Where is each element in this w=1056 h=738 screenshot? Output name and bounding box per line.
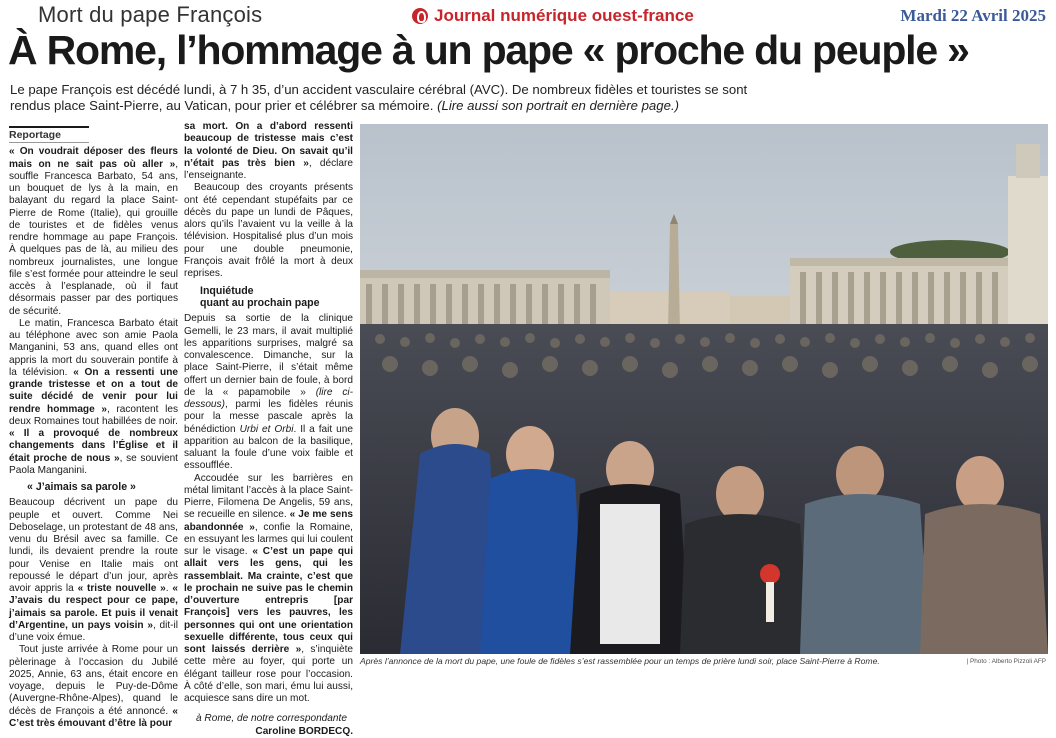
quote: « C’est très émouvant d’être là pour [9, 705, 178, 729]
rubric-label: Reportage [9, 126, 89, 143]
news-photo [360, 124, 1048, 654]
crowd-photo-illustration [360, 124, 1048, 654]
lead-text: Le pape François est décédé lundi, à 7 h 35, d’un accident vasculaire cérébral (AVC). De nombreux fidèles et touristes se sont rendus place Saint-Pierre, au Vatican, pour prier et célébrer sa mémoire. [10, 82, 748, 113]
article-lead [10, 82, 770, 114]
quote: « Il a provoqué de nombreux changements dans l’Église et il était proche de nous » [9, 428, 178, 464]
paragraph-text: , racontent les deux Romaines tout habillées de noir. [9, 403, 178, 427]
lead-aside: (Lire aussi son portrait en dernière page.) [437, 98, 679, 113]
publication-brand [412, 6, 694, 26]
paragraph [184, 121, 353, 182]
photo-caption: Après l’annonce de la mort du pape, une foule de fidèles s’est rassemblée pour un temps de prière lundi soir, place Saint-Pierre à Rome. [360, 656, 880, 666]
paragraph-text: Depuis sa sortie de la clinique Gemelli, le 23 mars, il avait multiplié les apparitions surprises, malgré sa convalescence. Dimanche, sur la place Saint-Pierre, il s’était même offert un dernier bain de foule, à bord de la « papamobile » [184, 313, 353, 398]
paragraph [184, 182, 353, 280]
paragraph [9, 318, 178, 477]
paragraph-text: Accoudée sur les barrières en métal limitant l’accès à la place Saint-Pierre, Filomena De Angelis, 59 ans, se recueille en silence. [184, 472, 353, 521]
colonnade-left [360, 270, 610, 332]
subheading-line: quant au prochain pape [200, 297, 320, 310]
paragraph-text: . Il a fait une apparition au balcon de la basilique, saluant la foule d’une voix faible et essoufflée. [184, 423, 353, 472]
paragraph-text: Le matin, Francesca Barbato était au téléphone avec son amie Paola Manganini, 53 ans, quand elles ont appris la mort du souverain pontife à la télévision. [9, 317, 178, 378]
paragraph-text: , déclare l’enseignante. [184, 157, 354, 181]
latin-phrase: Urbi et Orbi [239, 423, 294, 435]
paragraph-text: , s’inquiète cette mère au foyer, qui porte un élégant tailleur rose pour l’occasion. À côté d’elle, son mari, ému lui aussi, acquiesce sans dire un mot. [184, 644, 353, 704]
article-column-1 [9, 126, 178, 730]
page-header [0, 0, 1056, 30]
subheading: « J’aimais sa parole » [27, 481, 136, 493]
byline [184, 713, 353, 738]
paragraph-text: Beaucoup des croyants présents ont été cependant stupéfaits par ce décès du pape un lundi de Pâques, alors qu’ils l’avaient vu la veille à la télévision. Hospitalisé plus d’un mois pour une double pneumonie, François avait frôlé la mort à deux reprises. [184, 182, 353, 279]
ouest-france-logo-icon [412, 8, 428, 24]
paragraph-text: Beaucoup décrivent un pape du peuple et ouvert. Comme Nei Deboselage, un protestant de 48 ans, venu du Brésil avec sa famille. Ce lundi, ils devaient prendre la route pour Venise en Italie mais ont repoussé le départ d’un jour, après avoir appris la [9, 497, 178, 594]
quote: sa mort. On a d’abord ressenti beaucoup de tristesse mais c’est la volonté de Dieu. On savait qu’il n’était pas très bien » [184, 121, 353, 169]
paragraph [184, 313, 353, 472]
byline-place: à Rome, de notre correspondante [196, 713, 347, 725]
paragraph-text: , dit-il d’une voix émue. [9, 619, 178, 643]
quote: « Je me sens abandonnée » [184, 509, 353, 533]
brand-label: Journal numérique ouest-france [434, 6, 694, 25]
quote: « On voudrait déposer des fleurs mais on ne sait pas où aller » [9, 146, 178, 170]
paragraph-text: , confie la Romaine, en essuyant les larmes qui lui coulent sur le visage. [184, 521, 353, 557]
subheading-line: Inquiétude [200, 285, 254, 298]
article-column-2 [184, 121, 353, 738]
issue-date: Mardi 22 Avril 2025 [900, 6, 1046, 25]
section-kicker: Mort du pape François [38, 2, 263, 27]
paragraph-text: Tout juste arrivée à Rome pour un pèlerinage à l’occasion du Jubilé 2025, Annie, 63 ans, était encore en voyage, depuis le Puy-de-Dôme (Auvergne-Rhône-Alpes), quand le décès de François a été annoncé. [9, 644, 178, 717]
paragraph-text: , se souvient Paola Manganini. [9, 452, 178, 476]
paragraph [184, 473, 353, 706]
paragraph-text: . [165, 583, 173, 594]
paragraph [9, 644, 178, 730]
paragraph-text: , parmi les fidèles réunis pour la messe pascale après la bénédiction [184, 399, 353, 435]
quote: « C’est un pape qui allait vers les gens, qui les rassemblait. Ma crainte, c’est que le prochain ne suive pas le chemin d’ouverture entrepris [par François] vers les pauvres, les personnes qui ont une orientation sexuelle différente, tous ceux qui sont laissés derrière » [184, 546, 353, 655]
headline: À Rome, l’hommage à un pape « proche du peuple » [8, 27, 969, 73]
quote: « triste nouvelle » [77, 583, 166, 594]
paragraph-text: , souffle Francesca Barbato, 54 ans, un bouquet de lys à la main, en balayant du regard la place Saint-Pierre de Rome (Italie), qui grouille de touristes et de fidèles venus rendre hommage au pape François. À quelques pas de là, au milieu des nombreux journalistes, une longue file s’est formée pour atteindre le seul accès à l’esplanade, où il faut désormais passer par des portiques de sécurité. [9, 158, 178, 317]
photo-credit: | Photo : Alberto Pizzoli AFP [966, 658, 1046, 665]
quote: « On a ressenti une grande tristesse et on a tout de suite décidé de venir pour lui rendre hommage » [9, 366, 179, 415]
paragraph [9, 146, 178, 318]
cross-reference: (lire ci-dessous) [184, 386, 353, 410]
byline-author: Caroline BORDECQ. [255, 725, 353, 737]
subheading [200, 285, 353, 309]
paragraph [9, 497, 178, 644]
quote: « J’avais du respect pour ce pape, j’aimais sa parole. Et puis il venait d’Argentine, un pays voisin » [9, 583, 178, 631]
